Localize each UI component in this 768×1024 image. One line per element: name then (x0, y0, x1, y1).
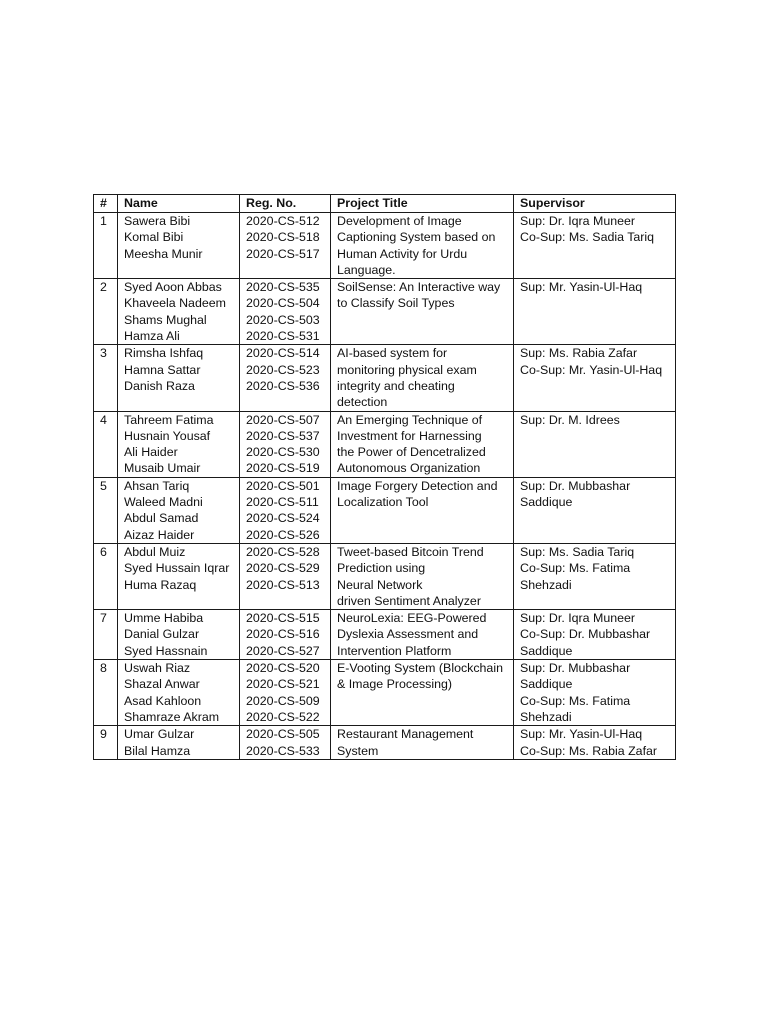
table-body (94, 213, 676, 760)
student-name: Meesha Munir (124, 246, 203, 261)
supervisor-line: Saddique (520, 677, 573, 692)
reg-numbers-cell (240, 610, 331, 660)
supervisor-line: Co-Sup: Ms. Fatima (520, 693, 631, 708)
supervisor-line: Saddique (520, 643, 573, 658)
supervisor-line: Saddique (520, 495, 573, 510)
supervisor-line: Sup: Mr. Yasin-Ul-Haq (520, 727, 643, 742)
reg-numbers-cell (240, 543, 331, 609)
supervisor-line: Sup: Dr. Mubbashar (520, 478, 631, 493)
project-title-line: the Power of Dencetralized (337, 445, 486, 460)
student-name: Ali Haider (124, 445, 178, 460)
project-title-cell (331, 726, 514, 760)
student-name: Hamza Ali (124, 329, 180, 344)
supervisor-line: Sup: Ms. Rabia Zafar (520, 346, 638, 361)
project-title-cell (331, 213, 514, 279)
reg-numbers-cell (240, 279, 331, 345)
supervisor-line: Co-Sup: Dr. Mubbashar (520, 627, 651, 642)
project-title-line: monitoring physical exam (337, 362, 477, 377)
student-name: Syed Aoon Abbas (124, 280, 222, 295)
project-title-cell (331, 660, 514, 726)
project-title-line: System (337, 743, 379, 758)
reg-number: 2020-CS-528 (246, 544, 320, 559)
projects-table (93, 194, 676, 760)
row-number: 9 (94, 726, 118, 760)
student-names-cell (118, 610, 240, 660)
reg-number: 2020-CS-524 (246, 511, 320, 526)
project-title-cell (331, 543, 514, 609)
project-title-line: to Classify Soil Types (337, 296, 455, 311)
table-row (94, 213, 676, 279)
project-title-cell (331, 610, 514, 660)
table-row (94, 411, 676, 477)
row-number: 3 (94, 345, 118, 411)
student-names-cell (118, 726, 240, 760)
supervisor-line: Co-Sup: Ms. Sadia Tariq (520, 230, 655, 245)
header-reg-no: Reg. No. (240, 195, 331, 213)
student-names-cell (118, 279, 240, 345)
reg-number: 2020-CS-516 (246, 627, 320, 642)
reg-number: 2020-CS-529 (246, 561, 320, 576)
project-title-line: Autonomous Organization (337, 461, 481, 476)
supervisor-line: Shehzadi (520, 577, 572, 592)
table-row (94, 345, 676, 411)
supervisor-cell (514, 477, 676, 543)
student-name: Komal Bibi (124, 230, 184, 245)
reg-number: 2020-CS-519 (246, 461, 320, 476)
reg-number: 2020-CS-537 (246, 428, 320, 443)
student-name: Aizaz Haider (124, 527, 195, 542)
student-name: Shamraze Akram (124, 709, 220, 724)
table-row (94, 610, 676, 660)
project-title-line: An Emerging Technique of (337, 412, 483, 427)
supervisor-line: Co-Sup: Ms. Rabia Zafar (520, 743, 658, 758)
student-name: Khaveela Nadeem (124, 296, 226, 311)
row-number: 4 (94, 411, 118, 477)
reg-number: 2020-CS-505 (246, 727, 320, 742)
reg-numbers-cell (240, 477, 331, 543)
student-names-cell (118, 477, 240, 543)
supervisor-cell (514, 345, 676, 411)
table-row (94, 279, 676, 345)
reg-number: 2020-CS-515 (246, 611, 320, 626)
student-name: Huma Razaq (124, 577, 197, 592)
supervisor-line: Shehzadi (520, 709, 572, 724)
student-names-cell (118, 345, 240, 411)
table-row (94, 543, 676, 609)
row-number: 7 (94, 610, 118, 660)
reg-number: 2020-CS-522 (246, 709, 320, 724)
student-name: Uswah Riaz (124, 661, 191, 676)
supervisor-line: Sup: Dr. Iqra Muneer (520, 214, 636, 228)
reg-number: 2020-CS-527 (246, 643, 320, 658)
project-title-cell (331, 477, 514, 543)
reg-number: 2020-CS-511 (246, 495, 319, 510)
reg-numbers-cell (240, 411, 331, 477)
reg-number: 2020-CS-536 (246, 378, 320, 393)
student-name: Ahsan Tariq (124, 478, 190, 493)
student-name: Sawera Bibi (124, 214, 191, 228)
reg-number: 2020-CS-520 (246, 661, 320, 676)
student-names-cell (118, 213, 240, 279)
supervisor-cell (514, 213, 676, 279)
table-row (94, 726, 676, 760)
project-title-line: Restaurant Management (337, 727, 474, 742)
supervisor-line: Sup: Dr. M. Idrees (520, 412, 620, 427)
supervisor-cell (514, 660, 676, 726)
supervisor-cell (514, 279, 676, 345)
project-title-cell (331, 345, 514, 411)
table-row (94, 477, 676, 543)
supervisor-cell (514, 411, 676, 477)
reg-number: 2020-CS-509 (246, 693, 320, 708)
reg-number: 2020-CS-535 (246, 280, 320, 295)
project-title-line: Human Activity for Urdu (337, 246, 468, 261)
project-title-line: Neural Network (337, 577, 423, 592)
student-name: Waleed Madni (124, 495, 203, 510)
project-title-line: detection (337, 395, 388, 410)
row-number: 8 (94, 660, 118, 726)
project-title-line: Localization Tool (337, 495, 429, 510)
supervisor-line: Sup: Ms. Sadia Tariq (520, 544, 635, 559)
project-title-cell (331, 279, 514, 345)
student-name: Shams Mughal (124, 312, 207, 327)
project-title-line: Prediction using (337, 561, 426, 576)
project-title-line: driven Sentiment Analyzer (337, 593, 481, 608)
student-name: Bilal Hamza (124, 743, 191, 758)
student-name: Hamna Sattar (124, 362, 201, 377)
student-name: Abdul Muiz (124, 544, 186, 559)
project-title-line: Intervention Platform (337, 643, 452, 658)
supervisor-cell (514, 726, 676, 760)
reg-number: 2020-CS-523 (246, 362, 320, 377)
supervisor-line: Co-Sup: Mr. Yasin-Ul-Haq (520, 362, 663, 377)
supervisor-cell (514, 543, 676, 609)
project-title-line: integrity and cheating (337, 378, 455, 393)
reg-number: 2020-CS-531 (246, 329, 320, 344)
reg-number: 2020-CS-518 (246, 230, 320, 245)
student-name: Tahreem Fatima (124, 412, 214, 427)
student-names-cell (118, 543, 240, 609)
project-title-line: Image Forgery Detection and (337, 478, 498, 493)
student-name: Danial Gulzar (124, 627, 200, 642)
reg-number: 2020-CS-504 (246, 296, 320, 311)
reg-number: 2020-CS-514 (246, 346, 320, 361)
row-number: 2 (94, 279, 118, 345)
reg-numbers-cell (240, 213, 331, 279)
project-title-line: AI-based system for (337, 346, 448, 361)
student-name: Danish Raza (124, 378, 195, 393)
supervisor-line: Sup: Dr. Iqra Muneer (520, 611, 636, 626)
project-title-line: Tweet-based Bitcoin Trend (337, 544, 484, 559)
reg-number: 2020-CS-507 (246, 412, 320, 427)
student-names-cell (118, 411, 240, 477)
project-title-line: & Image Processing) (337, 677, 453, 692)
reg-numbers-cell (240, 660, 331, 726)
supervisor-line: Co-Sup: Ms. Fatima (520, 561, 631, 576)
student-name: Asad Kahloon (124, 693, 202, 708)
header-supervisor: Supervisor (514, 195, 676, 213)
student-name: Umar Gulzar (124, 727, 195, 742)
reg-number: 2020-CS-526 (246, 527, 320, 542)
student-names-cell (118, 660, 240, 726)
reg-number: 2020-CS-521 (246, 677, 320, 692)
student-name: Syed Hussain Iqrar (124, 561, 230, 576)
project-title-line: Development of Image (337, 214, 462, 228)
supervisor-cell (514, 610, 676, 660)
row-number: 5 (94, 477, 118, 543)
reg-numbers-cell (240, 726, 331, 760)
project-title-line: Captioning System based on (337, 230, 496, 245)
project-title-cell (331, 411, 514, 477)
student-name: Musaib Umair (124, 461, 201, 476)
student-name: Husnain Yousaf (124, 428, 211, 443)
reg-number: 2020-CS-533 (246, 743, 320, 758)
student-name: Syed Hassnain (124, 643, 208, 658)
student-name: Shazal Anwar (124, 677, 200, 692)
reg-number: 2020-CS-517 (246, 246, 320, 261)
project-title-line: Dyslexia Assessment and (337, 627, 479, 642)
student-name: Abdul Samad (124, 511, 199, 526)
header-number: # (94, 195, 118, 213)
project-title-line: SoilSense: An Interactive way (337, 280, 501, 295)
reg-number: 2020-CS-512 (246, 214, 320, 228)
header-project-title: Project Title (331, 195, 514, 213)
table-header-row (94, 195, 676, 213)
supervisor-line: Sup: Mr. Yasin-Ul-Haq (520, 280, 643, 295)
student-name: Umme Habiba (124, 611, 204, 626)
table-row (94, 660, 676, 726)
project-title-line: Investment for Harnessing (337, 428, 482, 443)
student-name: Rimsha Ishfaq (124, 346, 204, 361)
reg-number: 2020-CS-501 (246, 478, 320, 493)
row-number: 1 (94, 213, 118, 279)
project-title-line: NeuroLexia: EEG-Powered (337, 611, 487, 626)
reg-number: 2020-CS-513 (246, 577, 320, 592)
reg-numbers-cell (240, 345, 331, 411)
row-number: 6 (94, 543, 118, 609)
supervisor-line: Sup: Dr. Mubbashar (520, 661, 631, 676)
header-name: Name (118, 195, 240, 213)
reg-number: 2020-CS-503 (246, 312, 320, 327)
project-title-line: E-Vooting System (Blockchain (337, 661, 503, 676)
reg-number: 2020-CS-530 (246, 445, 320, 460)
project-title-line: Language. (337, 262, 396, 277)
